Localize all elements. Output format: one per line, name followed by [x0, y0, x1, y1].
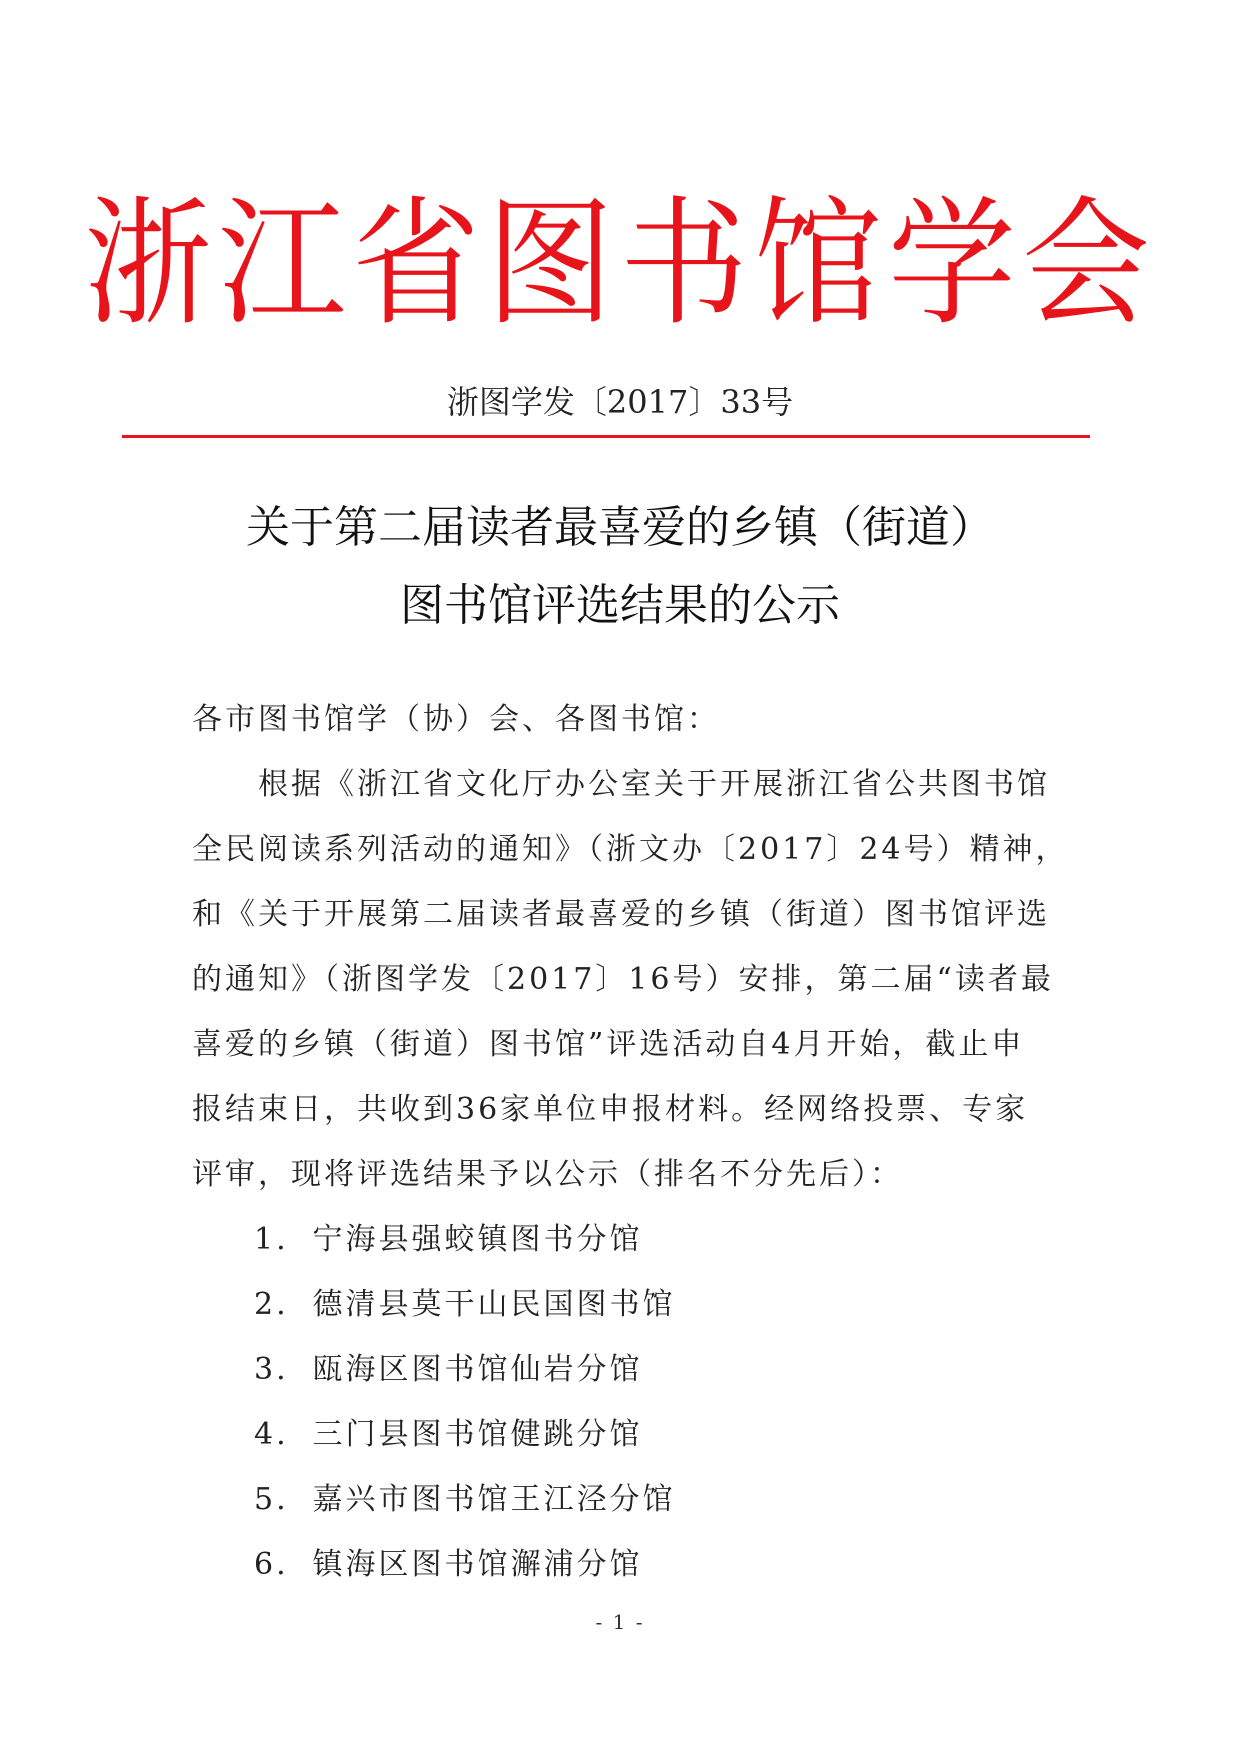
result-item	[254, 1350, 643, 1390]
document-title-line-1: 关于第二届读者最喜爱的乡镇（街道）	[246, 502, 994, 553]
result-name: 德清县莫干山民国图书馆	[312, 1287, 676, 1322]
result-number: 2.	[254, 1287, 289, 1322]
paragraph-line: 报结束日，共收到36家单位申报材料。经网络投票、专家	[192, 1092, 1029, 1127]
red-divider-line	[122, 435, 1090, 438]
paragraph-line: 喜爱的乡镇（街道）图书馆”评选活动自4月开始，截止申	[192, 1027, 1025, 1062]
result-item	[254, 1285, 676, 1325]
paragraph-line: 评审，现将评选结果予以公示（排名不分先后）：	[192, 1157, 903, 1192]
paragraph-line: 的通知》（浙图学发〔2017〕16号）安排，第二届“读者最	[192, 962, 1054, 997]
result-number: 1.	[254, 1222, 289, 1257]
result-name: 镇海区图书馆澥浦分馆	[312, 1547, 643, 1582]
result-item	[254, 1415, 643, 1455]
result-item	[254, 1220, 643, 1260]
result-name: 嘉兴市图书馆王江泾分馆	[312, 1482, 676, 1517]
paragraph-line: 根据《浙江省文化厅办公室关于开展浙江省公共图书馆	[192, 767, 1050, 802]
salutation: 各市图书馆学（协）会、各图书馆：	[192, 702, 720, 737]
document-title-line-2: 图书馆评选结果的公示	[400, 580, 840, 631]
result-name: 三门县图书馆健跳分馆	[312, 1417, 643, 1452]
result-item	[254, 1480, 676, 1520]
result-name: 瓯海区图书馆仙岩分馆	[312, 1352, 643, 1387]
page-number: - 1 -	[595, 1610, 645, 1634]
result-number: 3.	[254, 1352, 289, 1387]
paragraph-line: 全民阅读系列活动的通知》（浙文办〔2017〕24号）精神，	[192, 832, 1069, 867]
result-number: 5.	[254, 1482, 289, 1517]
result-number: 6.	[254, 1547, 289, 1582]
paragraph-line: 和《关于开展第二届读者最喜爱的乡镇（街道）图书馆评选	[192, 897, 1050, 932]
document-number: 浙图学发〔2017〕33号	[446, 383, 794, 421]
result-name: 宁海县强蛟镇图书分馆	[312, 1222, 643, 1257]
organization-masthead: 浙江省图书馆学会	[83, 184, 1156, 345]
result-item	[254, 1545, 643, 1585]
result-number: 4.	[254, 1417, 289, 1452]
